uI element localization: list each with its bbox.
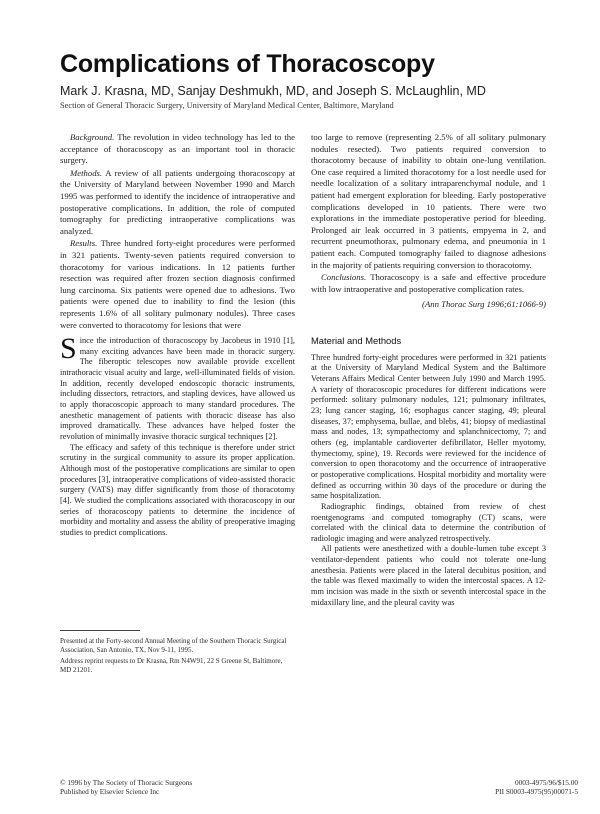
affiliation: Section of General Thoracic Surgery, University of Maryland Medical Center, Baltimore, Maryland (60, 101, 394, 110)
author-list: Mark J. Krasna, MD, Sanjay Deshmukh, MD, and Joseph S. McLaughlin, MD (60, 84, 486, 98)
abstract-background: Background. The revolution in video technology has led to the acceptance of thoracoscopy as an important tool in thoracic surgery. (60, 132, 295, 166)
abstract-left-column (60, 132, 295, 332)
section-heading-methods: Material and Methods (311, 335, 402, 346)
intro-paragraph-2: The efficacy and safety of this technique is therefore under strict scrutiny in the surgical community to assure its proper application. Although most of the postoperative complications are similar to open procedures [3], intraoperative complications of video-assisted thoracic surgery (VATS) may differ significantly from those of thoracotomy [4]. We studied the complications associated with thoracoscopy in our series of thoracoscopy patients to determine the incidence of morbidity and mortality and assess the ability of preoperative imaging studies to predict complications. (60, 442, 295, 537)
footnote-presented: Presented at the Forty-second Annual Meeting of the Southern Thoracic Surgical Association, San Antonio, TX, Nov 9-11, 1995. (60, 637, 287, 654)
issn: 0003-4975/96/$15.00 (514, 778, 578, 787)
publisher-notice: Published by Elsevier Science Inc (60, 787, 160, 796)
footnote-divider (60, 630, 140, 631)
journal-citation: (Ann Thorac Surg 1996;61:1066-9) (422, 299, 546, 310)
methods-paragraph-2: Radiographic findings, obtained from review of chest roentgenograms and computed tomography (CT) scans, were correlated with the clinical data to determine the contribution of radiologic imaging and were analyzed retrospectively. (311, 501, 546, 543)
footnote-reprints: Address reprint requests to Dr Krasna, Rm N4W91, 22 S Greene St, Baltimore, MD 21201. (60, 657, 283, 674)
methods-paragraph-1: Three hundred forty-eight procedures were performed in 321 patients at the University of Maryland Medical System and the Baltimore Veterans Affairs Medical Center between July 1990 and March 1995. A variety of thoracoscopic procedures for different indications were performed: solitary pulmonary nodules, 121; pulmonary infiltrates, 23; lung cancer staging, 16; esophagus cancer staging, 49; pleural diseases, 37; emphysema, bullae, and blebs, 41; biopsy of mediastinal mass and nodes, 13; sympathectomy and splanchnicectomy, 7; and others (eg, implantable cardioverter defibrillator, Heller myotomy, thymectomy, spine), 19. Records were reviewed for the incidence of conversion to open thoracotomy and the occurrence of intraoperative or postoperative complications. Hospital morbidity and mortality were defined as occurring within 30 days of the procedure or during the same hospitalization. (311, 352, 546, 501)
abstract-conclusions: Conclusions. Thoracoscopy is a safe and effective procedure with low intraoperative and postoperative complication rates. (311, 272, 547, 294)
methods-paragraph-3: All patients were anesthetized with a double-lumen tube except 3 ventilator-dependent patients who could not tolerate one-lung anesthesia. Patients were placed in the lateral decubitus position, and the table was flexed maximally to widen the intercostal spaces. A 12-mm incision was made in the sixth or seventh intercostal space in the midaxillary line, and the pleural cavity was (311, 544, 546, 607)
page-footer-right (495, 778, 578, 796)
copyright-notice: © 1996 by The Society of Thoracic Surgeons (60, 778, 193, 787)
pii: PII S0003-4975(95)00071-5 (495, 787, 578, 796)
intro-paragraph-1: Since the introduction of thoracoscopy by Jacobeus in 1910 [1], many exciting advances have been made in thoracic surgery. The fiberoptic telescopes now available provide excellent intrathoracic visual acuity and large, well-illuminated fields of vision. In addition, recently developed endoscopic thoracic instruments, including dissectors, retractors, and stapling devices, have allowed us to apply thoracoscopic approach to many standard procedures. The anesthetic management of patients with thoracic disease has also improved dramatically. These advances have helped foster the revolution of minimally invasive thoracic surgical techniques [2]. (60, 332, 295, 441)
abstract-right-column (311, 132, 546, 312)
footnotes (60, 637, 295, 677)
paper-title: Complications of Thoracoscopy (60, 50, 435, 78)
abstract-methods: Methods. A review of all patients undergoing thoracoscopy at the University of Maryland between November 1990 and March 1995 was performed to identify the incidence of intraoperative and postoperative complications. In addition, the role of computed tomography for predicting intraoperative complications was analyzed. (60, 167, 295, 236)
methods-column (311, 336, 546, 608)
abstract-results-continued: too large to remove (representing 2.5% of all solitary pulmonary nodules resected). Two patients required conversion to thoracotomy because of inability to obtain one-lung ventilation. One case required a limited thoracotomy for a lost needle used for needle localization of a solitary intraparenchymal nodule, and 1 patient had emergent exploration for bleeding. Early postoperative complications developed in 10 patients. There were two explorations in the immediate postoperative period for bleeding. Prolonged air leak occurred in 3 patients, empyema in 2, and recurrent pneumothorax, pulmonary edema, and pneumonia in 1 patient each. Computed tomography failed to diagnose adhesions in the majority of patients requiring conversion to thoracotomy. (311, 132, 546, 270)
abstract-results: Results. Three hundred forty-eight procedures were performed in 321 patients. Twenty-seven patients required conversion to thoracotomy for various indications. In 12 patients further resection was required after frozen section diagnosis confirmed lung carcinoma. Six patients were opened due to adhesions. Two patients were opened due to inability to find the lesion (this represents 1.6% of all solitary pulmonary nodules). Three cases were converted to thoracotomy for lesions that were (60, 238, 296, 330)
page-footer-left (60, 778, 192, 796)
introduction-column (60, 332, 295, 538)
drop-cap: S (60, 332, 77, 365)
